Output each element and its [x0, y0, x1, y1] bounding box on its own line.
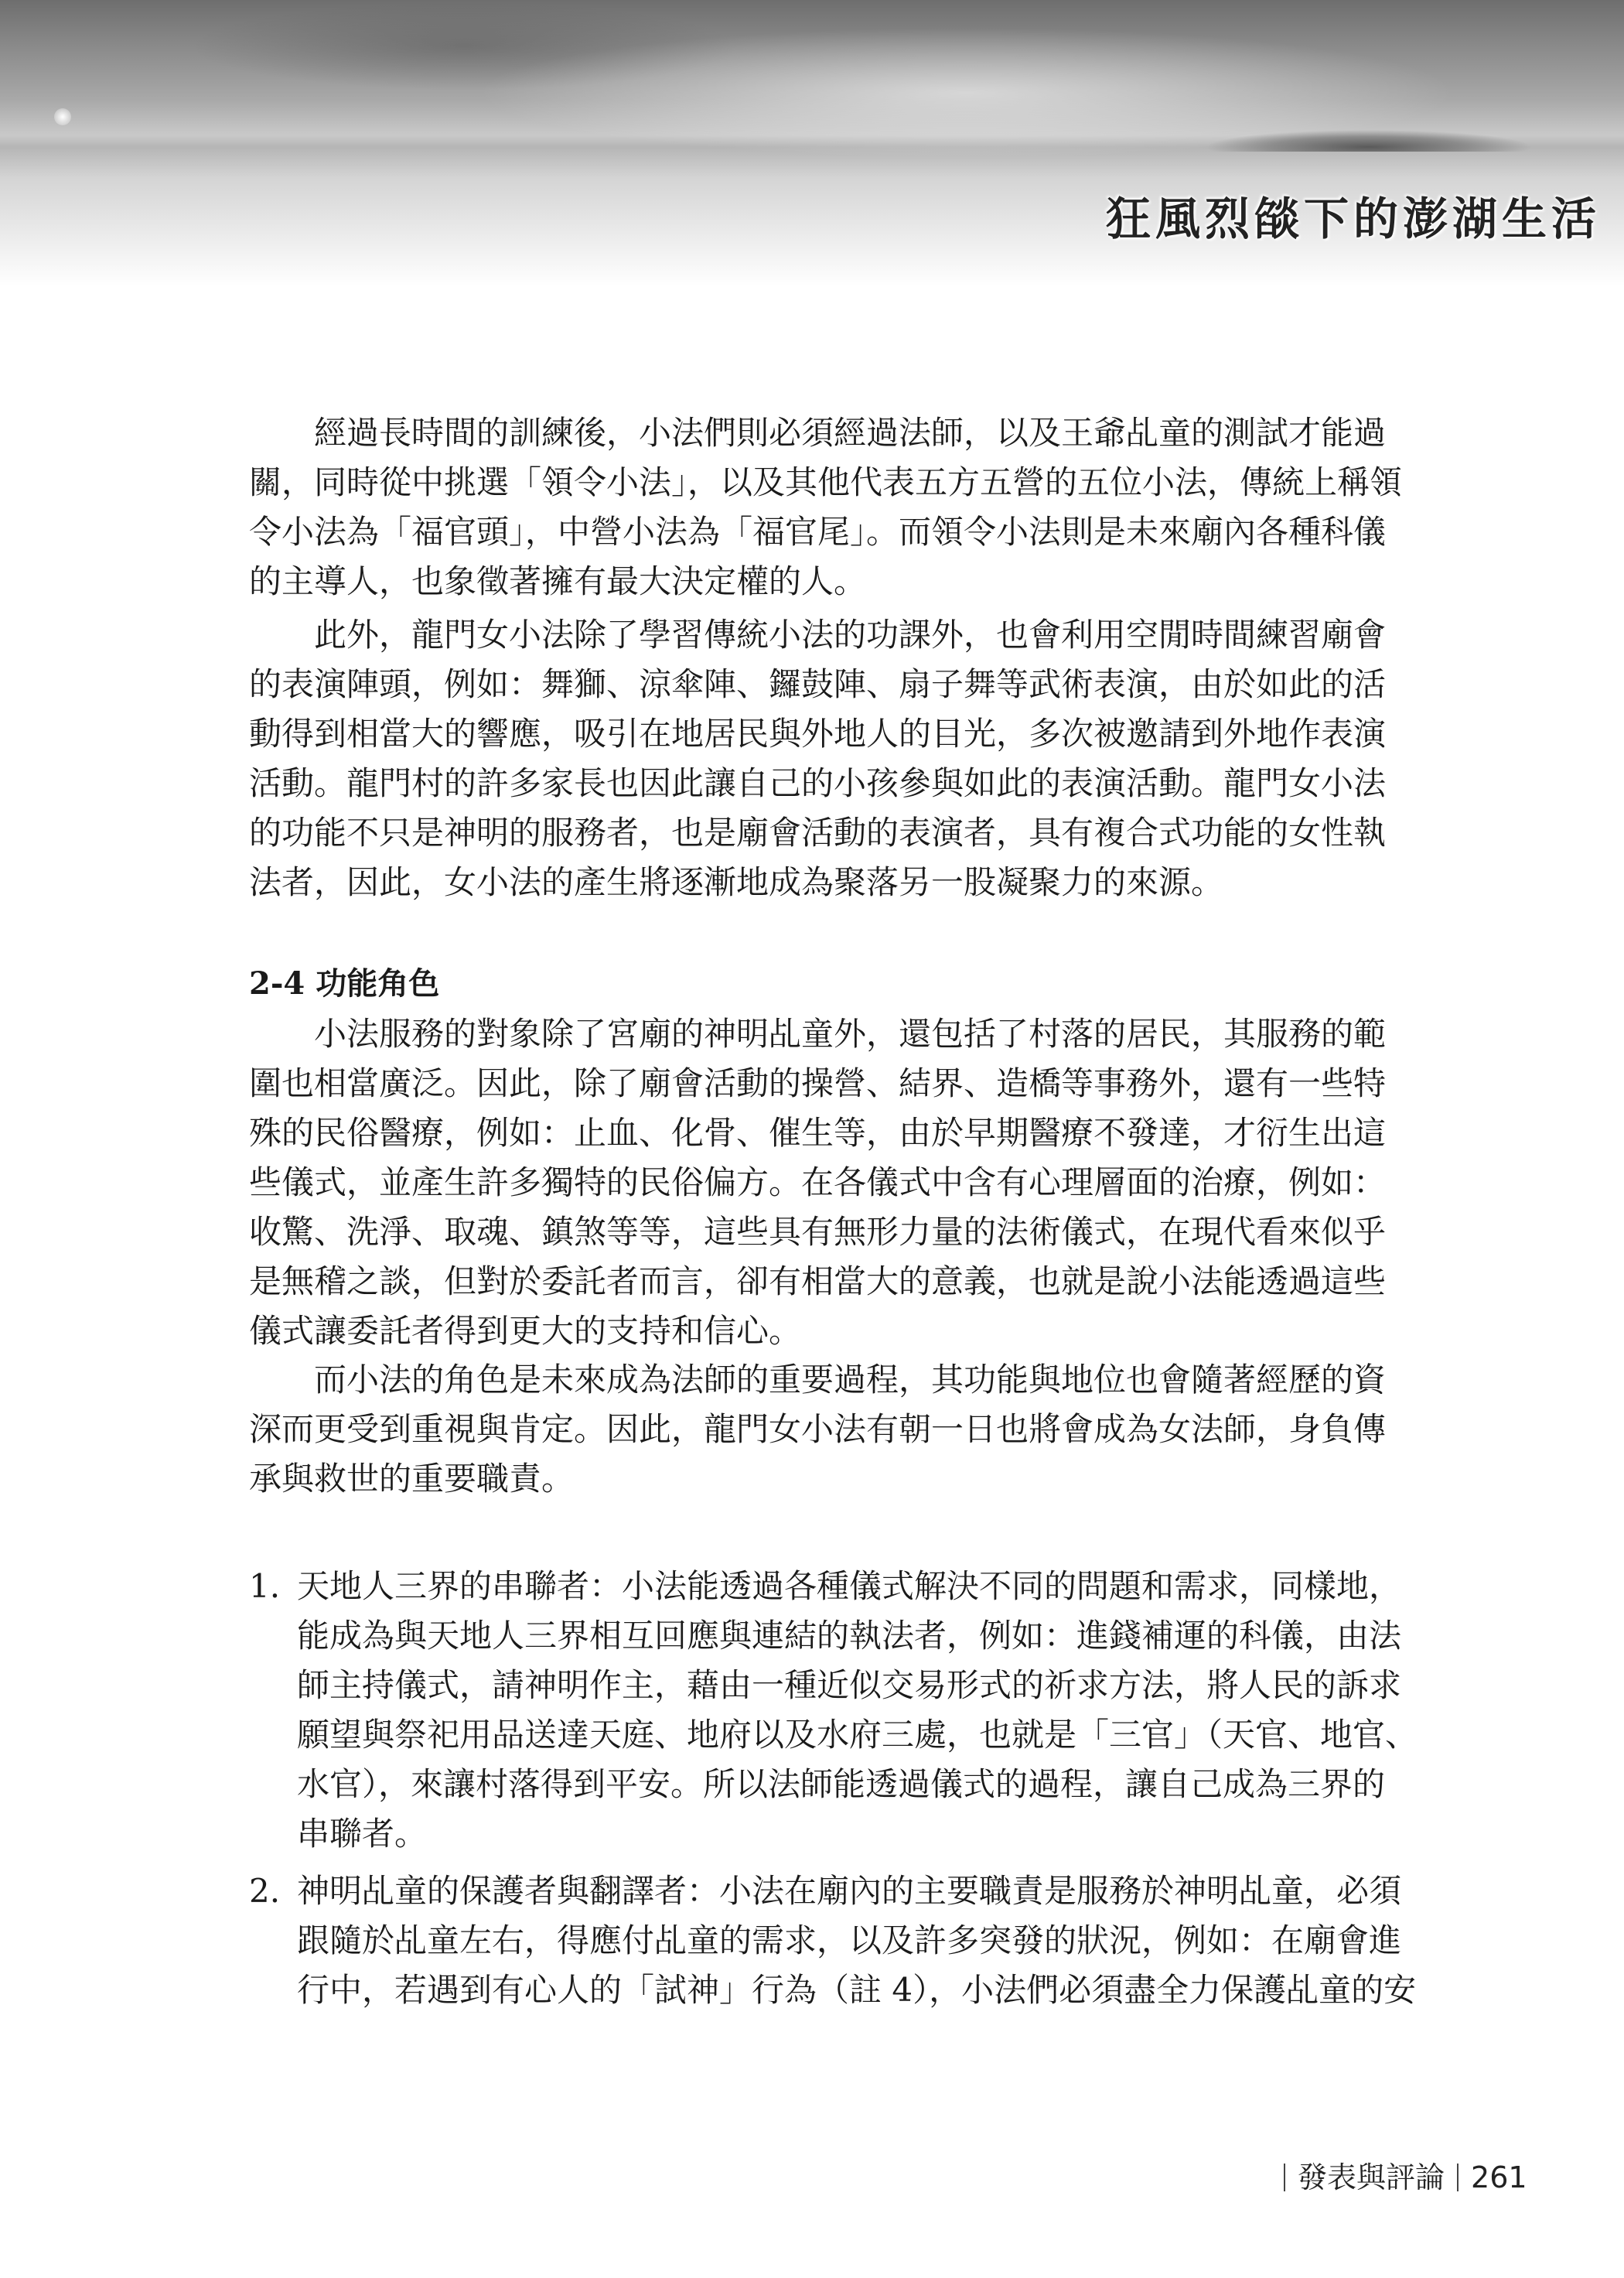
- divider: [1457, 2164, 1459, 2191]
- sun-glare: [54, 108, 71, 125]
- page-number: 261: [1471, 2160, 1527, 2194]
- section-heading: 2-4 功能角色: [249, 965, 440, 1002]
- text-line: 串聯者。: [297, 1815, 428, 1853]
- text-line: 儀式讓委託者得到更大的支持和信心。: [249, 1312, 802, 1350]
- text-line: 此外，龍門女小法除了學習傳統小法的功課外，也會利用空閒時間練習廟會: [314, 616, 1387, 654]
- text-line: 收驚、洗淨、取魂、鎮煞等等，這些具有無形力量的法術儀式，在現代看來似乎: [249, 1213, 1387, 1251]
- text-line: 師主持儀式，請神明作主，藉由一種近似交易形式的祈求方法，將人民的訴求: [297, 1666, 1402, 1704]
- text-line: 令小法為「福官頭」，中營小法為「福官尾」。而領令小法則是未來廟內各種科儀: [249, 513, 1387, 551]
- text-line: 能成為與天地人三界相互回應與連結的執法者，例如：進錢補運的科儀，由法: [297, 1617, 1402, 1655]
- paragraph-4: [249, 1355, 1387, 1504]
- list-item-1: [249, 1562, 1418, 1859]
- text-line: 行中，若遇到有心人的「試神」行為（註 4），小法們必須盡全力保護乩童的安: [297, 1971, 1417, 2009]
- text-line: 跟隨於乩童左右，得應付乩童的需求，以及許多突發的狀況，例如：在廟會進: [297, 1921, 1402, 1959]
- list-item-2: [249, 1866, 1417, 2015]
- text-line: 的表演陣頭，例如：舞獅、涼傘陣、鑼鼓陣、扇子舞等武術表演，由於如此的活: [249, 665, 1387, 703]
- running-title: 狂風烈燄下的澎湖生活: [1106, 193, 1602, 245]
- text-line: 而小法的角色是未來成為法師的重要過程，其功能與地位也會隨著經歷的資: [314, 1361, 1387, 1399]
- paragraph-3: [249, 1009, 1387, 1356]
- list-number: 2.: [249, 1872, 281, 1910]
- text-line: 關，同時從中挑選「領令小法」，以及其他代表五方五營的五位小法，傳統上稱領: [249, 463, 1403, 501]
- text-line: 活動。龍門村的許多家長也因此讓自己的小孩參與如此的表演活動。龍門女小法: [249, 764, 1387, 802]
- list-number: 1.: [249, 1567, 281, 1605]
- header-banner-photo: [0, 0, 1624, 294]
- text-line: 經過長時間的訓練後，小法們則必須經過法師，以及王爺乩童的測試才能過: [314, 414, 1387, 452]
- text-line: 神明乩童的保護者與翻譯者：小法在廟內的主要職責是服務於神明乩童，必須: [297, 1872, 1402, 1910]
- text-line: 小法服務的對象除了宮廟的神明乩童外，還包括了村落的居民，其服務的範: [314, 1015, 1387, 1053]
- text-line: 圍也相當廣泛。因此，除了廟會活動的操營、結界、造橋等事務外，還有一些特: [249, 1064, 1387, 1102]
- paragraph-1: [249, 408, 1403, 606]
- text-line: 法者，因此，女小法的產生將逐漸地成為聚落另一股凝聚力的來源。: [249, 863, 1224, 901]
- page-footer: [1284, 2158, 1527, 2197]
- text-line: 是無稽之談，但對於委託者而言，卻有相當大的意義，也就是說小法能透過這些: [249, 1262, 1387, 1300]
- text-line: 願望與祭祀用品送達天庭、地府以及水府三處，也就是「三官」（天官、地官、: [297, 1716, 1418, 1754]
- text-line: 些儀式，並產生許多獨特的民俗偏方。在各儀式中含有心理層面的治療，例如：: [249, 1163, 1387, 1201]
- divider: [1284, 2164, 1285, 2191]
- text-line: 的功能不只是神明的服務者，也是廟會活動的表演者，具有複合式功能的女性執: [249, 814, 1387, 852]
- text-line: 天地人三界的串聯者：小法能透過各種儀式解決不同的問題和需求，同樣地，: [297, 1567, 1402, 1605]
- text-line: 殊的民俗醫療，例如：止血、化骨、催生等，由於早期醫療不發達，才衍生出這: [249, 1114, 1387, 1152]
- text-line: 水官），來讓村落得到平安。所以法師能透過儀式的過程，讓自己成為三界的: [297, 1765, 1386, 1803]
- paragraph-2: [249, 610, 1387, 907]
- text-line: 承與救世的重要職責。: [249, 1460, 575, 1498]
- island-silhouette: [1206, 124, 1531, 152]
- text-line: 深而更受到重視與肯定。因此，龍門女小法有朝一日也將會成為女法師，身負傳: [249, 1410, 1387, 1448]
- text-line: 動得到相當大的響應，吸引在地居民與外地人的目光，多次被邀請到外地作表演: [249, 715, 1387, 753]
- footer-section-label: 發表與評論: [1298, 2160, 1445, 2194]
- text-line: 的主導人，也象徵著擁有最大決定權的人。: [249, 562, 867, 600]
